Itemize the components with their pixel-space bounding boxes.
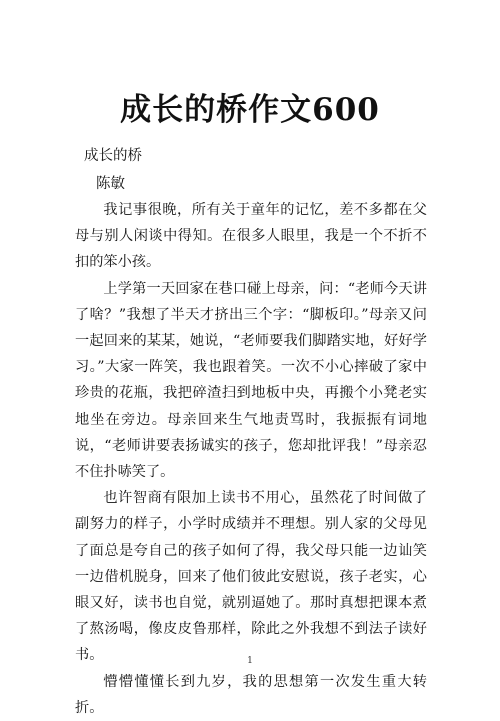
paragraph-4: 懵懵懂懂长到九岁，我的思想第一次发生重大转折。 (75, 673, 427, 716)
essay-body (75, 197, 427, 721)
page-number: 1 (247, 656, 253, 666)
essay-subtitle: 成长的桥 (84, 148, 142, 164)
paragraph-1: 我记事很晚，所有关于童年的记忆，差不多都在父母与别人闲谈中得知。在很多人眼里，我是一个不折不扣的笨小孩。 (75, 202, 427, 271)
author-name: 陈敏 (96, 176, 125, 192)
document-title: 成长的桥作文600 (120, 92, 380, 128)
paragraph-3: 也许智商有限加上读书不用心，虽然花了时间做了副努力的样子，小学时成绩并不理想。别人家的父母见了面总是夸自己的孩子如何了得，我父母只能一边讪笑一边借机脱身，回来了他们彼此安慰说，孩子老实，心眼又好，读书也自觉，就别逼她了。那时真想把课本煮了熬汤喝，像皮皮鲁那样，除此之外我想不到法子读好书。 (75, 490, 427, 664)
paragraph-2: 上学第一天回家在巷口碰上母亲，问：“老师今天讲了啥？”我想了半天才挤出三个字：“脚板印。”母亲又问一起回来的某某，她说，“老师要我们脚踏实地，好好学习。”大家一阵笑，我也跟着笑。一次不小心摔破了家中珍贵的花瓶，我把碎渣扫到地板中央，再搬个小凳老实地坐在旁边。母亲回来生气地责骂时，我振振有词地说，“老师讲要表扬诚实的孩子，您却批评我！”母亲忍不住扑哧笑了。 (75, 280, 427, 481)
